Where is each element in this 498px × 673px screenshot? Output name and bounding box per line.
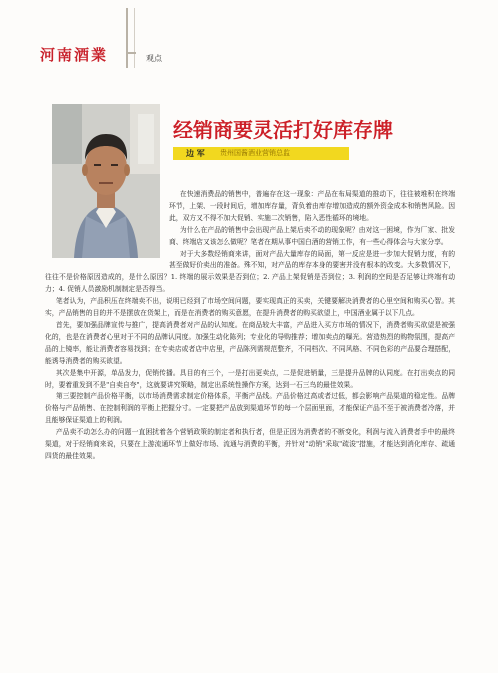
masthead-rule-thin [134, 8, 135, 68]
masthead [40, 8, 160, 68]
paragraph: 笔者认为，产品积压在终端卖不出，说明已经到了市场空间问题，要实现真正的买卖，关键要解决消费者的心里空间和购买心智。其实，产品销售的目的并不是摆放在货架上，而是在消费者的购买意愿，在提升消费者的购买欲望上，中国酒业属于以下几点。 [45, 297, 455, 318]
magazine-name: 河南酒業 [40, 46, 109, 64]
paragraph: 第三要控制产品价格平衡，以市场消费需求制定价格体系，平衡产品线。产品价格过高或者过低，都会影响产品渠道的稳定性。品牌价格与产品销售、在控制利润的平衡上把握分寸。一定要把产品放到渠道环节的每一个层面里面，才能保证产品不至于被消费者冷落，并且能够保证渠道上的利润。 [45, 392, 455, 425]
paragraph: 其次是集中开源，单品发力，促销传播。具目的有三个，一是打出更卖点，二是促进销量，三是提升品牌的认同度。在打出卖点的同时，要着重发到不是"自卖自夸"，这就要讲究策略，制定出系统性操作方案，达到一石三鸟的最佳效果。 [45, 368, 455, 389]
paragraph: 首先，要加强品牌宣传与推广，提高消费者对产品的认知度。在商品较大丰富，产品进入买方市场的情况下，消费者购买欲望是被强化的，也是在消费者心里对于不同的品牌认同度。加强生动化陈列；专业化的导购推荐；增加卖点的曝光。营造热烈的购物氛围，提高产品的上镜率，能让消费者容易找到；在专卖店或者店中店里，产品陈列需规范整齐，不同档次、不同风格、不同色彩的产品要合理搭配，能诱导消费者的购买欲望。 [45, 320, 455, 365]
author-title: 贵州国酱酒业营销总监 [220, 149, 290, 157]
byline [173, 147, 349, 160]
masthead-rule [126, 8, 128, 68]
article-body [45, 189, 455, 463]
paragraph: 为什么在产品的销售中会出现产品上架后卖不动的现象呢？由对这一困境，作为厂家、批发商、终端店又该怎么做呢？笔者在期从事中国白酒的营销工作，有一些心得体会与大家分享。 [169, 225, 455, 246]
author-name: 边 军 [186, 149, 205, 158]
photo-wrap-spacer [45, 189, 169, 265]
article-title: 经销商要灵活打好库存牌 [173, 118, 393, 142]
paragraph: 产品卖不动怎么办的问题一直困扰着各个营销政策的制定者和执行者，但是正因为消费者的不断变化，利润与流入消费者手中的最终渠道，对于经销商来说，只要在上游流通环节上做好市场、流通与消费的平衡，并针对"动销"采取"疏浚"措施，才能达到消化库存、疏通四货的最佳效果。 [45, 428, 455, 460]
paragraph: 对于大多数经销商来讲，面对产品大量库存的局面，第一反应是进一步加大促销力度，有的甚至做好价卖出的准备。殊不知，对产品的库存本身的要害并没有根本的改变。大多数情况下，往往不是价格原因造成的，是什么原因？1. 终端的展示效果是否到位；2. 产品上架促销是否到位；3. 利润的空间是否足够让终端有动力；4. 促销人员激励机制制定是否得当。 [45, 249, 455, 294]
masthead-h-rule [126, 52, 136, 54]
section-label: 观点 [146, 54, 162, 63]
paragraph: 在快速消费品的销售中，普遍存在这一现象：产品在布局渠道的推动下，往往被堆积在终端环节，上架、一段时间后，增加库存量，背负着由库存增加造成的额外资金成本和销售风险。因此，双方又不得不加大促销、实施二次销售，陷入恶性循环的境地。 [169, 190, 455, 222]
